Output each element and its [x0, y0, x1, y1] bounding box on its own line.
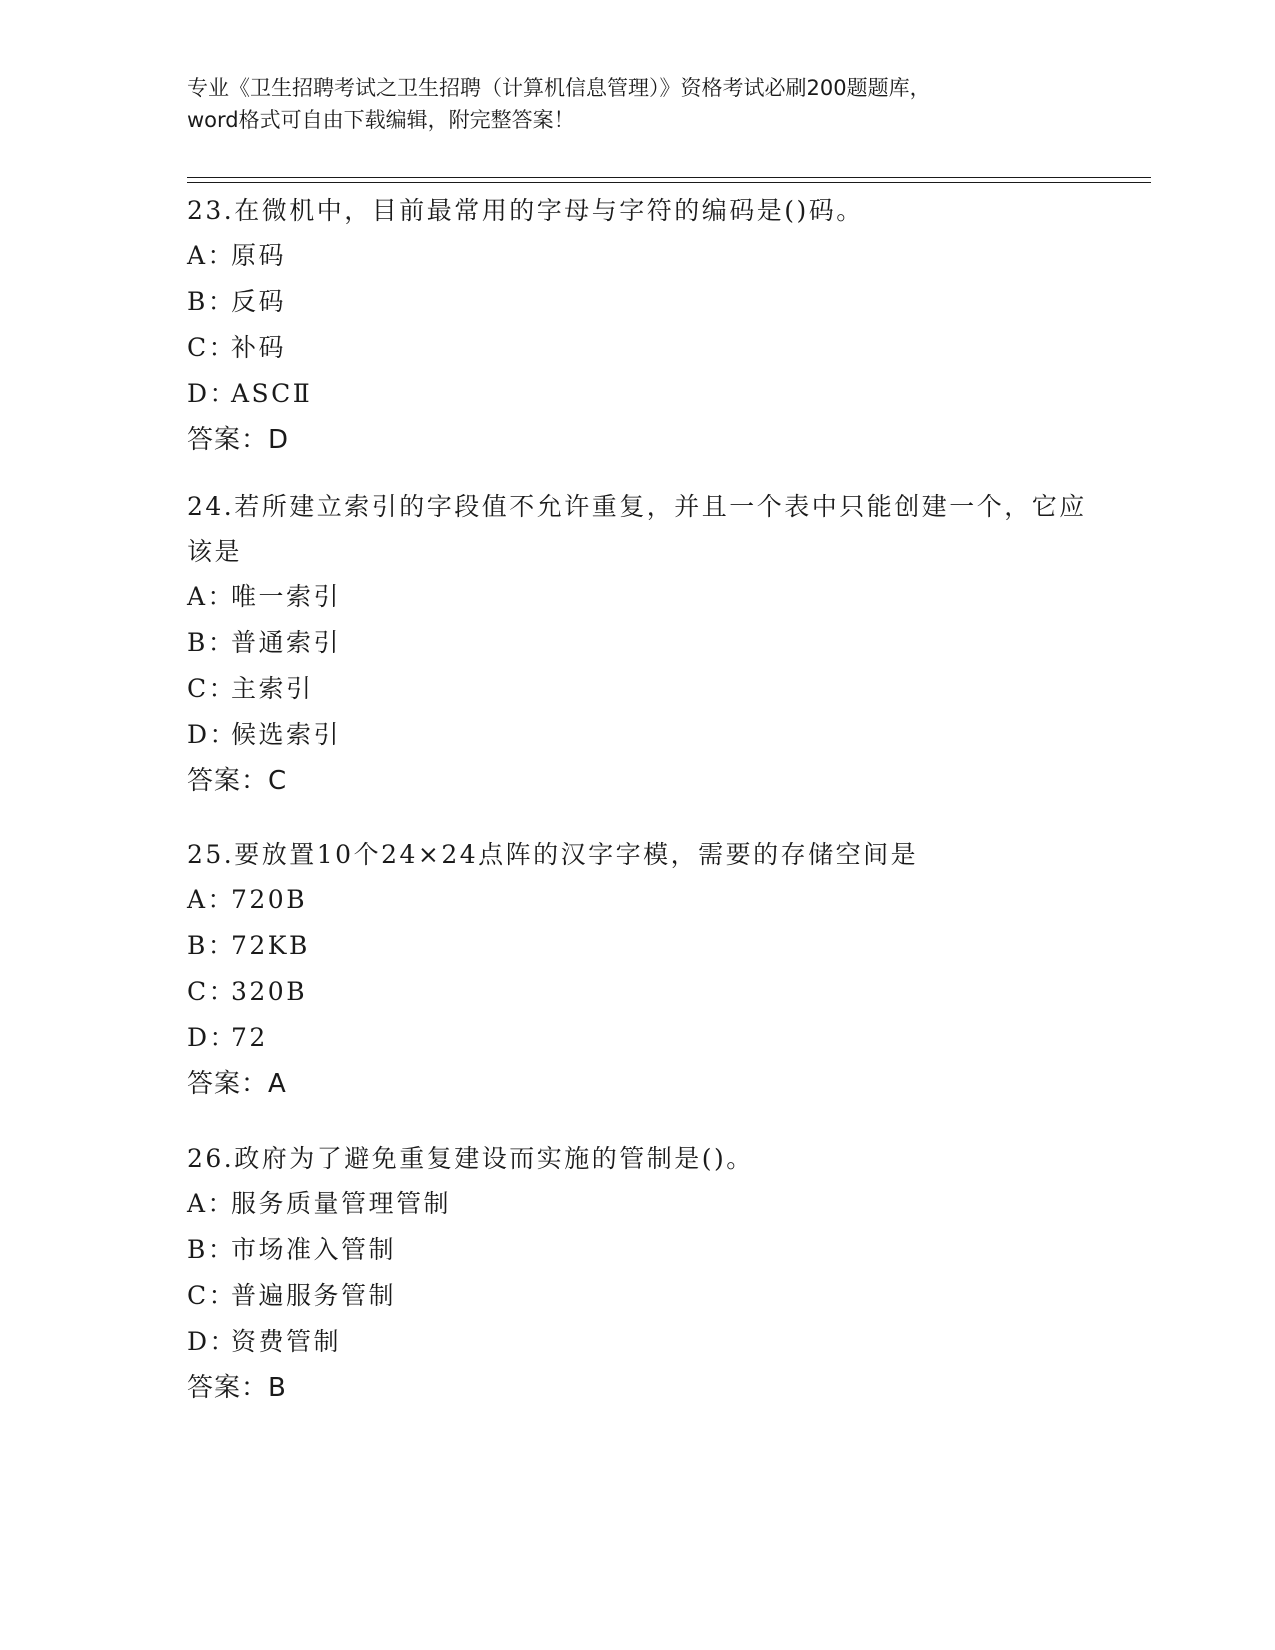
question-stem: 26.政府为了避免重复建设而实施的管制是()。 [187, 1144, 754, 1173]
option-c [187, 1273, 1087, 1319]
option-text: 市场准入管制 [231, 1235, 397, 1264]
option-d [187, 712, 1087, 758]
option-text: 资费管制 [231, 1327, 342, 1356]
answer-line: 答案：D [187, 425, 290, 455]
option-d [187, 371, 1087, 417]
option-a [187, 1181, 1087, 1227]
option-letter: B： [187, 628, 236, 657]
option-text: 72 [231, 1023, 268, 1052]
option-letter: B： [187, 1235, 236, 1264]
option-text: 普遍服务管制 [231, 1281, 397, 1310]
option-letter: C： [187, 333, 237, 362]
option-d [187, 1319, 1087, 1365]
option-a [187, 877, 1087, 923]
option-text: 原码 [231, 241, 287, 270]
option-letter: A： [187, 582, 236, 611]
answer-line: 答案：C [187, 766, 288, 796]
header-divider-top [187, 177, 1151, 178]
option-letter: C： [187, 977, 237, 1006]
option-b [187, 279, 1087, 325]
option-text: ASCⅡ [231, 379, 313, 408]
option-text: 72KB [231, 931, 310, 960]
option-letter: A： [187, 1189, 236, 1218]
question-stem: 23.在微机中，目前最常用的字母与字符的编码是()码。 [187, 196, 864, 225]
answer-line: 答案：B [187, 1373, 287, 1403]
option-c [187, 666, 1087, 712]
question-24 [187, 484, 1087, 804]
option-a [187, 233, 1087, 279]
option-text: 普通索引 [231, 628, 342, 657]
header-line-2: word格式可自由下载编辑，附完整答案！ [187, 108, 575, 132]
question-25 [187, 832, 1087, 1107]
option-letter: B： [187, 931, 236, 960]
option-letter: C： [187, 1281, 237, 1310]
option-text: 反码 [231, 287, 287, 316]
document-header [187, 72, 1087, 136]
option-letter: C： [187, 674, 237, 703]
option-c [187, 969, 1087, 1015]
option-letter: D： [187, 720, 238, 749]
option-a [187, 574, 1087, 620]
option-b [187, 923, 1087, 969]
question-26 [187, 1136, 1087, 1411]
header-line-1: 专业《卫生招聘考试之卫生招聘（计算机信息管理）》资格考试必刷200题题库， [187, 76, 931, 100]
option-letter: D： [187, 1023, 238, 1052]
option-text: 主索引 [231, 674, 314, 703]
option-text: 候选索引 [231, 720, 342, 749]
option-text: 720B [231, 885, 308, 914]
question-stem: 24.若所建立索引的字段值不允许重复，并且一个表中只能创建一个，它应该是 [187, 492, 1087, 566]
option-letter: A： [187, 241, 236, 270]
option-letter: B： [187, 287, 236, 316]
option-text: 服务质量管理管制 [231, 1189, 452, 1218]
header-divider-bottom [187, 182, 1151, 183]
question-23 [187, 188, 1087, 463]
option-text: 唯一索引 [231, 582, 342, 611]
question-stem: 25.要放置10个24×24点阵的汉字字模，需要的存储空间是 [187, 840, 919, 869]
option-b [187, 1227, 1087, 1273]
option-letter: A： [187, 885, 236, 914]
option-text: 320B [231, 977, 308, 1006]
answer-line: 答案：A [187, 1069, 287, 1099]
option-letter: D： [187, 379, 238, 408]
option-text: 补码 [231, 333, 287, 362]
option-c [187, 325, 1087, 371]
option-letter: D： [187, 1327, 238, 1356]
option-d [187, 1015, 1087, 1061]
option-b [187, 620, 1087, 666]
